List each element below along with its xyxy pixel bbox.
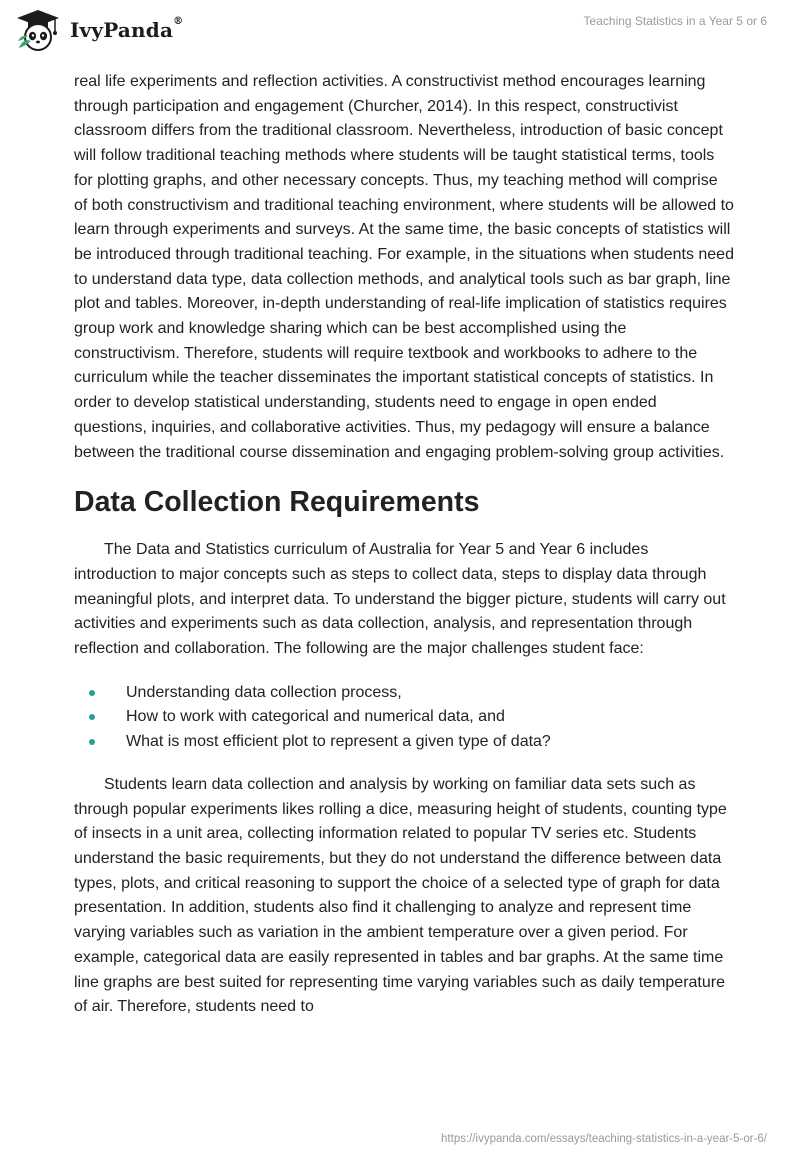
logo-text: [70, 18, 183, 42]
list-item-text: What is most efficient plot to represent a given type of data?: [126, 733, 551, 751]
list-item: [74, 681, 734, 706]
source-url-link[interactable]: https://ivypanda.com/essays/teaching-statistics-in-a-year-5-or-6/: [441, 1133, 767, 1145]
challenges-list: [74, 681, 734, 755]
list-item: [74, 730, 734, 755]
page-header: [0, 0, 800, 64]
list-item: [74, 705, 734, 730]
document-title: Teaching Statistics in a Year 5 or 6: [583, 14, 767, 28]
registered-mark: ®: [173, 16, 184, 27]
logo-name: IvyPanda: [70, 18, 174, 42]
article-body: [74, 70, 734, 1020]
paragraph-1: real life experiments and reflection activities. A constructivist method encourages learning through participation and engagement (Churcher, 2014). In this respect, constructivist classroom differs from the traditional classroom. Nevertheless, introduction of basic concept will follow traditional teaching methods where students will be taught statistical terms, tools for plotting graphs, and other necessary concepts. Thus, my teaching method will comprise of both constructivism and traditional teaching environment, where students will be allowed to learn through experiments and surveys. At the same time, the basic concepts of statistics will be introduced through traditional teaching. For example, in the situations when students need to understand data type, data collection methods, and analytical tools such as bar graph, line plot and tables. Moreover, in-depth understanding of real-life implication of statistics requires group work and knowledge sharing which can be best accomplished using the constructivism. Therefore, students will require textbook and workbooks to adhere to the curriculum while the teacher disseminates the important statistical concepts of statistics. In order to develop statistical understanding, students need to engage in open ended questions, inquiries, and collaborative activities. Thus, my pedagogy will ensure a balance between the traditional course dissemination and engaging problem-solving group activities.: [74, 73, 734, 461]
bullet-icon: [89, 690, 95, 696]
paragraph-2: The Data and Statistics curriculum of Australia for Year 5 and Year 6 includes introduction to major concepts such as steps to collect data, steps to display data through meaningful plots, and interpret data. To understand the bigger picture, students will carry out activities and experiments such as data collection, analysis, and representation through reflection and collaboration. The following are the major challenges student face:: [74, 541, 726, 658]
bullet-icon: [89, 739, 95, 745]
panda-logo-icon: [14, 8, 62, 52]
paragraph-3: Students learn data collection and analysis by working on familiar data sets such as through popular experiments likes rolling a dice, measuring height of students, counting type of insects in a unit area, collecting information related to popular TV series etc. Students understand the basic requirements, but they do not understand the difference between data types, plots, and critical reasoning to support the choice of a selected type of graph for data presentation. In addition, students also find it challenging to analyze and represent time varying variables such as variation in the ambient temperature over a given period. For example, categorical data are easily represented in tables and bar graphs. At the same time line graphs are best suited for representing time varying variables such as daily temperature of air. Therefore, students need to: [74, 775, 727, 1016]
list-item-text: Understanding data collection process,: [126, 683, 402, 701]
list-item-text: How to work with categorical and numerical data, and: [126, 708, 505, 726]
bullet-icon: [89, 714, 95, 720]
section-heading: Data Collection Requirements: [74, 486, 480, 519]
site-logo[interactable]: [14, 8, 183, 52]
